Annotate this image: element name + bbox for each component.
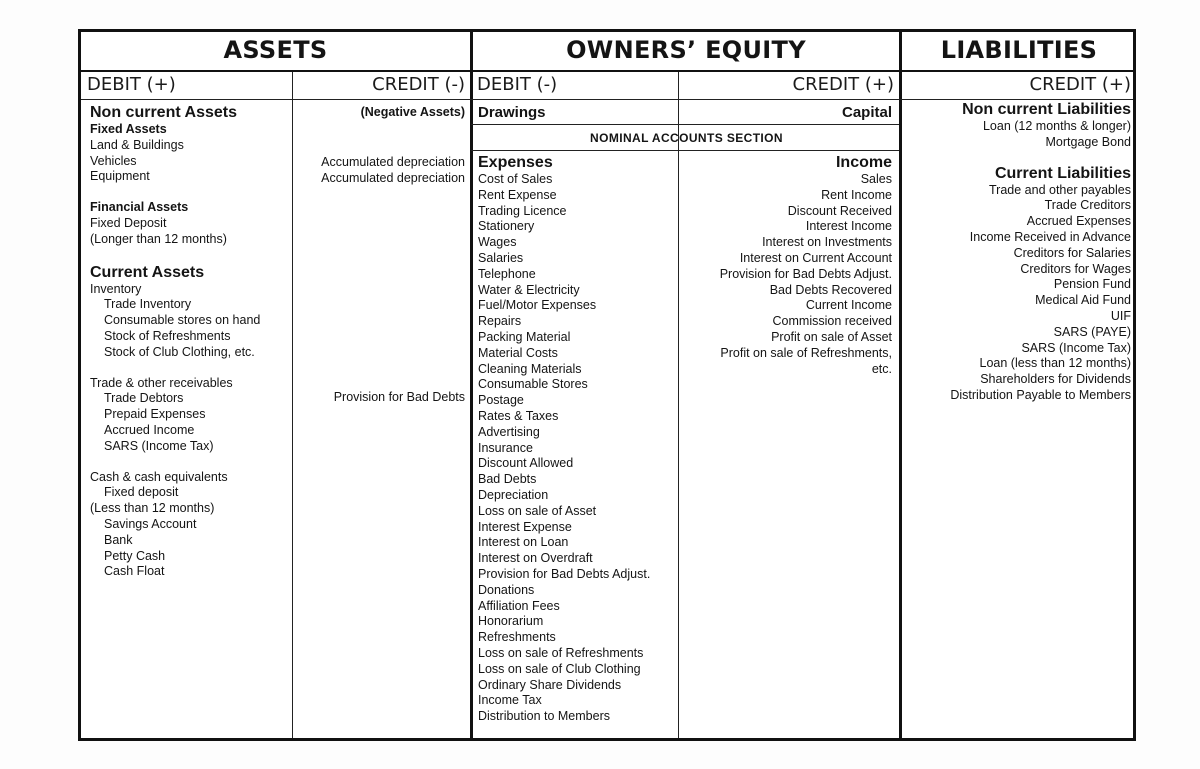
list-item: Equipment	[90, 169, 150, 184]
list-item: Postage	[478, 393, 524, 408]
list-item: Trading Licence	[478, 203, 567, 218]
list-item: Consumable Stores	[478, 377, 588, 392]
list-item: Interest Expense	[478, 519, 572, 534]
list-item: SARS (Income Tax)	[104, 438, 214, 453]
list-item: (Longer than 12 months)	[90, 231, 227, 246]
list-item: Income Tax	[478, 693, 542, 708]
list-item: Distribution Payable to Members	[950, 387, 1131, 402]
income-column	[681, 153, 892, 377]
list-item: Wages	[478, 235, 517, 250]
income-title: Income	[835, 154, 892, 171]
capital-title: Capital	[841, 104, 892, 121]
assets-debit-header: DEBIT (+)	[87, 74, 176, 95]
list-item: Honorarium	[478, 614, 544, 629]
accounts-chart-table	[78, 29, 1136, 741]
negative-assets-title: (Negative Assets)	[360, 105, 465, 119]
list-item: Mortgage Bond	[1045, 134, 1131, 149]
list-item: SARS (PAYE)	[1053, 324, 1131, 339]
assets-debit-column	[90, 103, 290, 580]
list-item: Distribution to Members	[478, 709, 610, 724]
list-item: Discount Allowed	[478, 456, 574, 471]
list-item: Ordinary Share Dividends	[478, 677, 622, 692]
list-item: Packing Material	[478, 329, 571, 344]
equity-credit-header: CREDIT (+)	[792, 74, 894, 95]
list-item: Material Costs	[478, 345, 558, 360]
list-item: Rent Expense	[478, 187, 557, 202]
list-item: Repairs	[478, 314, 522, 329]
list-item: Accumulated depreciation	[321, 155, 465, 169]
list-item: Sales	[860, 172, 892, 186]
assets-credit-column	[293, 103, 465, 187]
list-item: Prepaid Expenses	[104, 407, 206, 422]
list-item: Stock of Refreshments	[104, 328, 231, 343]
list-item: Loan (less than 12 months)	[979, 356, 1131, 371]
list-item: Income Received in Advance	[969, 229, 1131, 244]
list-item: Discount Received	[787, 203, 892, 218]
assets-header: ASSETS	[223, 36, 328, 64]
list-item: Medical Aid Fund	[1035, 293, 1131, 308]
list-item: Interest on Loan	[478, 535, 569, 550]
inventory-label: Inventory	[90, 281, 142, 296]
list-item: Shareholders for Dividends	[980, 372, 1131, 387]
list-item: Land & Buildings	[90, 137, 184, 152]
list-item: Accrued Expenses	[1026, 214, 1131, 229]
current-assets-title: Current Assets	[90, 263, 205, 281]
list-item: Accrued Income	[104, 422, 195, 437]
list-item: Loan (12 months & longer)	[982, 119, 1131, 133]
list-item: Creditors for Salaries	[1013, 245, 1131, 260]
liabilities-column	[905, 100, 1131, 404]
list-item: Refreshments	[478, 630, 556, 645]
owners-equity-header: OWNERS’ EQUITY	[566, 36, 806, 64]
list-item: Salaries	[478, 250, 524, 265]
list-item: Loss on sale of Refreshments	[478, 645, 644, 660]
list-item: SARS (Income Tax)	[1021, 340, 1131, 355]
drawings-title: Drawings	[478, 104, 546, 121]
list-item: Insurance	[478, 440, 533, 455]
list-item: Provision for Bad Debts Adjust.	[719, 266, 892, 281]
list-item: UIF	[1110, 308, 1131, 323]
list-item: Savings Account	[104, 516, 197, 531]
provision-cell	[293, 390, 465, 406]
list-item: Vehicles	[90, 153, 137, 168]
assets-credit-header: CREDIT (-)	[372, 74, 465, 95]
list-item: Provision for Bad Debts Adjust.	[478, 566, 651, 581]
list-item: Stationery	[478, 219, 535, 234]
list-item: Bad Debts	[478, 472, 537, 487]
list-item: Cleaning Materials	[478, 361, 582, 376]
list-item: Advertising	[478, 424, 540, 439]
nominal-divider	[471, 150, 899, 151]
nominal-accounts-title: NOMINAL ACCOUNTS SECTION	[590, 131, 783, 145]
list-item: Interest on Investments	[762, 235, 892, 250]
non-current-liabilities-title: Non current Liabilities	[962, 101, 1131, 118]
cash-label: Cash & cash equivalents	[90, 469, 228, 484]
list-item: Fuel/Motor Expenses	[478, 298, 597, 313]
list-item: Rates & Taxes	[478, 408, 559, 423]
list-item: Cash Float	[104, 564, 165, 579]
list-item: Interest on Current Account	[739, 250, 892, 265]
list-item: Profit on sale of Refreshments,	[720, 345, 892, 360]
drawings-divider	[471, 124, 899, 125]
fixed-assets-title: Fixed Assets	[90, 122, 167, 136]
expenses-column	[478, 153, 676, 725]
list-item: Pension Fund	[1053, 277, 1131, 292]
list-item: (Less than 12 months)	[90, 501, 215, 516]
liabilities-header: LIABILITIES	[940, 36, 1098, 64]
list-item: Bank	[104, 532, 133, 547]
list-item: Current Income	[805, 298, 892, 313]
list-item: Trade Inventory	[104, 297, 192, 312]
list-item: Profit on sale of Asset	[771, 329, 892, 344]
list-item: Trade and other payables	[989, 182, 1131, 197]
list-item: Trade Creditors	[1044, 198, 1131, 213]
list-item: Provision for Bad Debts	[333, 390, 465, 404]
list-item: Affiliation Fees	[478, 598, 560, 613]
liabilities-credit-header: CREDIT (+)	[1029, 74, 1131, 95]
list-item: Interest Income	[805, 219, 892, 234]
list-item: Stock of Club Clothing, etc.	[104, 344, 255, 359]
list-item: Creditors for Wages	[1020, 261, 1131, 276]
list-item: Cost of Sales	[478, 172, 553, 186]
list-item: Water & Electricity	[478, 282, 580, 297]
expenses-title: Expenses	[478, 154, 553, 171]
list-item: etc.	[871, 361, 892, 376]
list-item: Depreciation	[478, 487, 549, 502]
financial-assets-title: Financial Assets	[90, 200, 189, 215]
list-item: Rent Income	[821, 187, 892, 202]
list-item: Accumulated depreciation	[321, 170, 465, 185]
list-item: Commission received	[772, 314, 892, 329]
list-item: Trade Debtors	[104, 391, 184, 406]
equity-column-divider	[678, 72, 679, 738]
receivables-label: Trade & other receivables	[90, 375, 233, 390]
list-item: Fixed deposit	[104, 485, 179, 500]
equity-debit-header: DEBIT (-)	[477, 74, 558, 95]
list-item: Interest on Overdraft	[478, 551, 593, 566]
list-item: Fixed Deposit	[90, 215, 167, 230]
list-item: Bad Debts Recovered	[769, 282, 892, 297]
non-current-assets-title: Non current Assets	[90, 104, 237, 121]
list-item: Consumable stores on hand	[104, 313, 261, 328]
list-item: Petty Cash	[104, 548, 166, 563]
list-item: Donations	[478, 582, 535, 597]
list-item: Loss on sale of Club Clothing	[478, 661, 641, 676]
list-item: Telephone	[478, 266, 536, 281]
current-liabilities-title: Current Liabilities	[994, 164, 1131, 182]
list-item: Loss on sale of Asset	[478, 503, 597, 518]
